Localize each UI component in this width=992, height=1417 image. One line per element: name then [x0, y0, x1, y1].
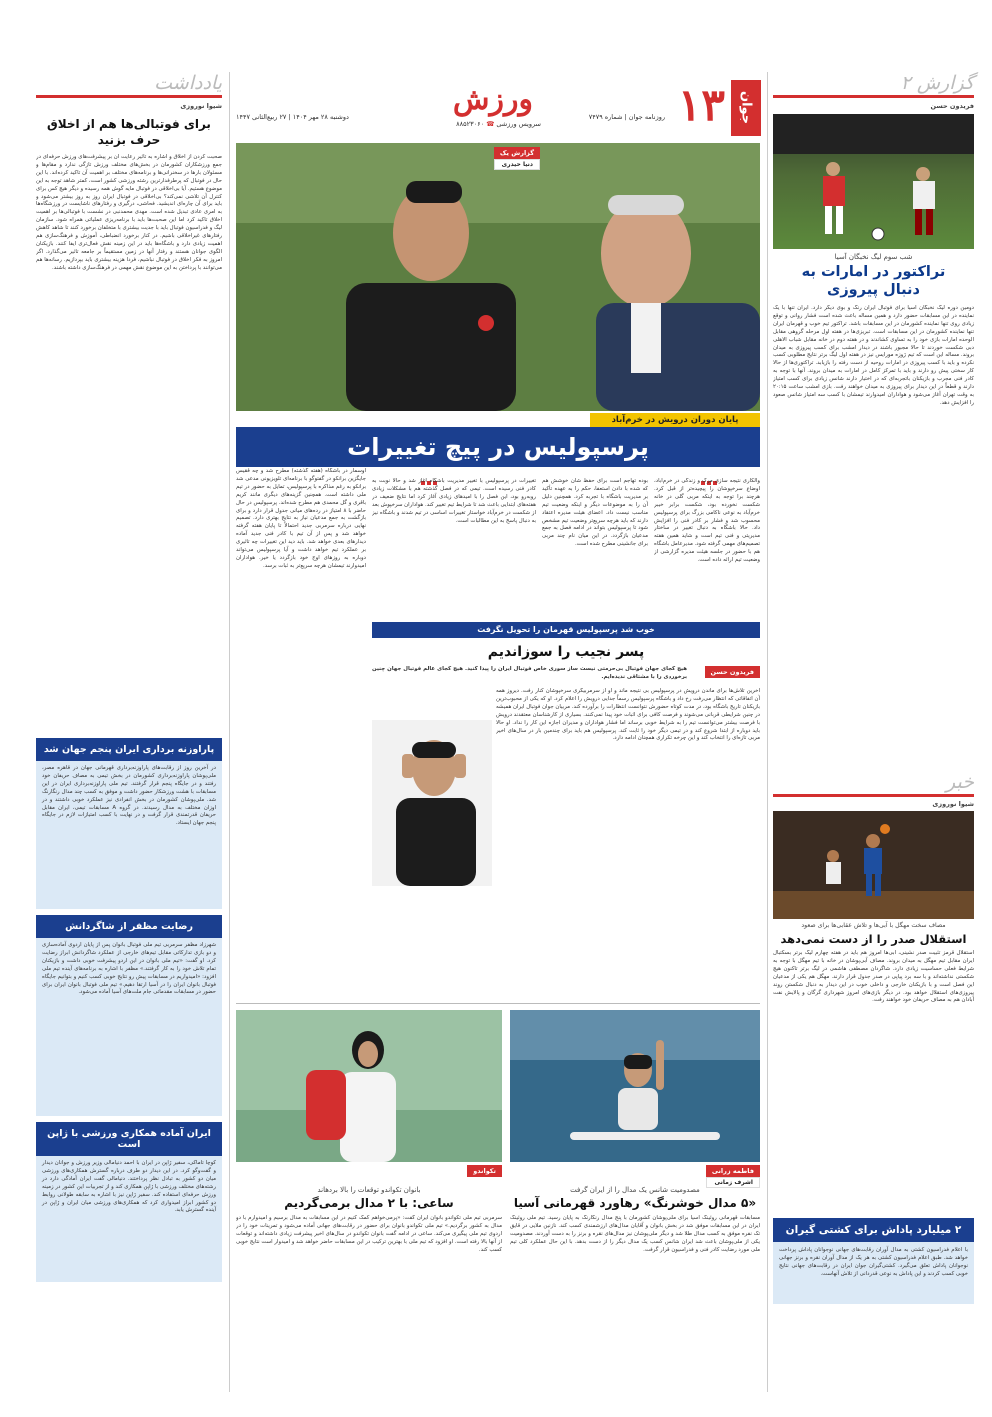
- lead-tag-label: گزارش یک: [494, 147, 540, 159]
- mid-tag: [705, 666, 761, 678]
- left-body: صحبت کردن از اخلاق و اشاره به تأثیر رعایت آن بر پیشرفت‌های ورزش حرفه‌ای در جمع ورزشکاران کشورمان در بخش‌های مختلف ورزش تازگی ندارد و مقام‌ها و مسئولان بارها در سخنرانی‌ها و برنامه‌های مختلف بر اهمیت آن تاکید کرده‌اند. با این حال در فوتبال که پرطرفدارترین رشته ورزشی کشور است، کمتر شاهد توجه به این موضوع هستیم. آیا بی‌اخلاقی در فوتبال مایه گوش همه رسیده و دیگر هیچ کس برای کنترل آن تلاشی نمی‌کند؟ بی‌اخلاقی در فوتبال ایران روز به روز بیشتر می‌شود و باید برای آن چاره‌ای اندیشید. فحاشی، درگیری و رفتارهای ناشایست در ورزشگاه‌ها به امری عادی تبدیل شده است. مهدی محمدنبی در نشست با فوتبالی‌ها بر اهمیت اخلاق تاکید کرد اما این صحبت‌ها باید با برنامه‌ریزی عملیاتی همراه شود. سازمان لیگ و فدراسیون فوتبال باید با جدیت بیشتری با متخلفان برخورد کنند تا شاهد کاهش رفتارهای غیراخلاقی باشیم. در کنار برخورد انضباطی، آموزش و فرهنگ‌سازی هم اهمیت زیادی دارد و باشگاه‌ها باید در این زمینه نقش فعال‌تری ایفا کنند. بازیکنان الگوی جوانان هستند و رفتار آنها در زمین مستقیماً بر جامعه تاثیر می‌گذارد. اگر امروز به فکر اخلاق در فوتبال نباشیم، فردا هزینه بیشتری باید بپردازیم. رسانه‌ها هم می‌توانند با پرداختن به این موضوع نقش مهمی در فرهنگ‌سازی داشته باشند.: [36, 154, 222, 271]
- masthead: [236, 80, 761, 136]
- mid-lead: هیچ کجای جهان فوتبال بی‌حرمتی نیست ساز سوری خاص فوتبال ایران را پیدا کنید. هیچ کجای عالم فوتبال جهان چنین برخوردی را با مشتاقی ندیده‌ایم.: [372, 666, 687, 680]
- left-headline: برای فوتبالی‌ها هم از اخلاق حرف بزنید: [47, 117, 211, 147]
- rowing-tag-author: اشرف زمانی: [706, 1177, 760, 1188]
- taekwondo-photo: [236, 1010, 502, 1162]
- section-title-note: یادداشت: [36, 72, 222, 98]
- section-title-report2: گزارش ۲: [773, 72, 974, 98]
- left-column: [36, 72, 222, 1392]
- basketball-photo: [773, 811, 974, 919]
- rowing-tag: [706, 1165, 760, 1188]
- left-author: شیوا نوروزی: [180, 102, 222, 110]
- right-headline2: استقلال صدر را از دست نمی‌دهد: [780, 932, 967, 946]
- rowing-kicker: مصدومیت شانس یک مدال را از ایران گرفت: [570, 1186, 700, 1194]
- service-label: سرویس ورزشی: [496, 120, 541, 128]
- lead-photo-image: [236, 143, 760, 411]
- service-line: [456, 120, 541, 128]
- lead-kicker: پایان دوران درویش در خرم‌آباد: [590, 413, 760, 427]
- section-name: ورزش: [452, 82, 533, 117]
- mid-box-title-bar: [372, 622, 760, 638]
- right-column: [773, 72, 974, 1392]
- mid-tag-label: فریدون حسن: [705, 666, 761, 678]
- mid-box-title: خوب شد پرسپولیس قهرمان را تحویل نگرفت: [477, 625, 655, 634]
- divider-right: [767, 72, 768, 1392]
- right-caption2: مصاف سخت مهگل با آبی‌ها و تلاش عقابی‌ها برای صعود: [801, 922, 946, 929]
- right-author2: شیوا نوروزی: [932, 800, 974, 808]
- service-phone: ۸۸۵۲۳۰۶۰: [456, 120, 485, 128]
- lead-tag: [494, 147, 540, 170]
- taekwondo-image: [236, 1010, 502, 1162]
- taekwondo-tag: [467, 1165, 502, 1177]
- date: دوشنبه ۲۸ مهر ۱۴۰۴ | ۲۷ ربیع‌الثانی ۱۴۴۷: [236, 113, 349, 121]
- right-body2: استقلال قرمز تثبیت صدر نشینی، آبی‌ها امروز هم باید در هفته چهارم لیگ برتر بسکتبال ایران مقابل تیم مهگل به میدان بروند. مصاف آبی‌پوشان در خانه با تیم مهگل با توجه به شرایط فعلی حساسیت زیادی دارد. شاگردان مصطفی هاشمی در لیگ برتر تاکنون هیچ شکستی نداشته‌اند و با سه برد پیاپی در صدر جدول قرار دارند. مهگل هم یکی از مدعیان این فصل است و با بازیکنان خارجی و داخلی خوب در این دیدار به دنبال شکستن روند پیروزی‌های استقلال خواهد بود. در دیگر بازی‌های امروز شهرداری گرگان و پالایش نفت آبادان هم به مصاف حریفان خود خواهند رفت.: [773, 950, 974, 1004]
- lead-headline-bar: [236, 427, 760, 467]
- page-number: ۱۳: [677, 80, 725, 131]
- wrestling-box-body: با اعلام فدراسیون کشتی به مدال آوران رقابت‌های جهانی نوجوانان پاداش پرداخت خواهد شد. طبق اعلام فدراسیون کشتی به هر یک از مدال آوران نقره و برنز جهانی نوجوانان پاداش تعلق می‌گیرد. کشتی‌گیران جوان ایران در رقابت‌های جهانی نتایج خوبی کسب کردند و این پاداش به نوعی قدردانی از تلاش آنهاست.: [779, 1247, 968, 1277]
- taekwondo-headline: ساعی: با ۲ مدال برمی‌گردیم: [284, 1196, 454, 1210]
- lead-photo: [236, 143, 760, 411]
- right-body: دومین دوره لیگ نخبگان آسیا برای فوتبال ایران رنگ و بوی دیگر دارد. ایران تنها با یک نماینده در این مسابقات حضور دارد و همین مساله باعث شده است فشار روانی و توقع زیادی روی تنها نماینده کشورمان در این مسابقات باشد. تراکتور تیم خوب و قهرمان ایران تنها نماینده کشورمان در این مسابقات است. تبریزی‌ها در هفته اول مرحله گروهی مقابل الوحده امارات بازی خود را به تساوی کشاندند و در هفته دوم در خانه مقابل شباب الاهلی دبی شکست خوردند تا حالا مجبور باشند در دیدار امشب برای کسب پیروزی به میدان بروند. مساله این است که تیم ژوزه مورایس نیز در هفته اول لیگ برتر نتایج مطلوبی کسب نکرده و باید با کسب پیروزی در امارات روحیه از دست رفته را بازیابد. تراکتوری‌ها از حالا کار سختی پیش رو دارند و باید با تمرکز کامل در امارات به میدان بروند. آنها با توجه به کادر فنی مجرب و بازیکنان باتجربه‌ای که در اختیار دارند شانس زیادی برای کسب امتیاز دارند و قطعاً در این دیدار برای پیروزی به میدان خواهند رفت. بازی امشب ساعت ۲۰:۱۵ به وقت تهران آغاز می‌شود و هواداران امیدوارند تیمشان با کسب سه امتیاز شانس صعود را افزایش دهد.: [773, 305, 974, 406]
- wrestling-box-title: ۲ میلیارد پاداش برای کشتی گیران: [773, 1218, 974, 1242]
- japan-box-title: ایران آماده همکاری ورزشی با ژاپن است: [36, 1122, 222, 1156]
- mozaffar-box-body: شهرزاد مظفر سرمربی تیم ملی فوتبال بانوان پس از پایان اردوی آماده‌سازی و دو بازی تدارکاتی مقابل تیم‌های خارجی از عملکرد شاگردانش ابراز رضایت کرد. او گفت: «تیم ملی بانوان در این اردو پیشرفت خوبی داشت و بازیکنان تمام تلاش خود را به کار گرفتند.» مظفر با اشاره به برنامه‌های آینده تیم ملی افزود: «امیدواریم در مسابقات پیش رو نتایج خوبی کسب کنیم و بتوانیم جایگاه فوتبال بانوان ایران را در آسیا ارتقا دهیم.» تیم ملی فوتبال بانوان ایران برای حضور در مسابقات مقدماتی جام ملت‌های آسیا آماده می‌شود.: [42, 942, 216, 996]
- divider-mid: [236, 1003, 760, 1004]
- lead-body-col3: تغییرات در پرسپولیس با تغییر مدیریت باشگاه آغاز شد و حالا نوبت به کادر فنی رسیده است. تیمی که در فصل گذشته هم با مشکلات زیادی روبه‌رو بود، این فصل را با امیدهای زیادی آغاز کرد اما نتایج ضعیف در هفته‌های ابتدایی باعث شد تا شرایط تیم تغییر کند. هواداران سرخپوش بعد از شکست در خرم‌آباد خواستار تغییرات اساسی در تیم شدند و باشگاه نیز به دنبال پاسخ به این مطالبات است.: [372, 478, 536, 524]
- mid-headline: پسر نجیب را سوزاندیم: [487, 644, 645, 660]
- football-photo: [773, 114, 974, 249]
- lead-body-col4: اوسمار در باشگاه (هفته گذشته) مطرح شد و چه ققیس جایگزین برانکو در گفتوگو با برنامه‌ای تلویزیونی مدعی شد برانکو به رغم مذاکره با پرسپولیس، تمایل به حضور در تیم ملی داشته است. همچنین گزینه‌های دیگری مانند کریم باقری و گل محمدی هم مطرح شده‌اند. پرسپولیس در حال حاضر با ۸ امتیاز در رده‌های میانی جدول قرار دارد و برای بازگشت به جمع مدعیان نیاز به نتایج بهتری دارد. تصمیم نهایی درباره سرمربی جدید احتمالاً تا پایان هفته گرفته خواهد شد و پس از آن تیم با کادر فنی جدید آماده دیدارهای بعدی خواهد شد. باید دید این تغییرات چه تاثیری بر عملکرد تیم خواهد داشت و آیا پرسپولیس می‌تواند دوباره به روزهای اوج خود بازگردد یا خیر. هواداران امیدوارند تیمشان هرچه سریع‌تر به ثبات برسد.: [236, 468, 366, 569]
- mid-body: آخرین تلاش‌ها برای ماندن درویش در پرسپولیس بی نتیجه ماند و او از سرمربیگری سرخپوشان کنار رفت. دیروز همه آن اتفاقاتی که انتظار می‌رفت رخ داد و باشگاه پرسپولیس رسماً جدایی درویش را اعلام کرد. او که یکی از محبوب‌ترین بازیکنان تاریخ باشگاه بود، در مدت کوتاه حضورش نتوانست انتظارات را برآورده کند. مربیان جوان فوتبال ایران همیشه در چنین شرایطی قربانی می‌شوند و فرصت کافی برای اثبات خود پیدا نمی‌کنند. بسیاری از کارشناسان معتقدند درویش با فرصت بیشتر می‌توانست تیم را به شرایط خوبی برساند اما فشار هواداران و مدیران اجازه این کار را نداد. او حالا باید دوباره از ابتدا شروع کند و در تیمی دیگر خود را ثابت کند. پرسپولیس هم باید برای چندمین بار در سال‌های اخیر مربی تازه‌ای را انتخاب کند و این چرخه تکراری همچنان ادامه دارد.: [496, 688, 760, 742]
- para-box-body: در آخرین روز از رقابت‌های پاراوزنه‌برداری قهرمانی جهان در قاهره مصر، ملی‌پوشان پاراوزنه‌برداری کشورمان در بخش تیمی به مصاف حریفان خود رفتند و در جایگاه پنجم قرار گرفتند. تیم ملی پاراوزنه‌برداری ایران در این مسابقات با هشت ورزشکار حضور داشت و موفق به کسب چند مدال رنگارنگ شد. ملی‌پوشان کشورمان در بخش انفرادی نیز عملکرد خوبی داشتند و در اوزان مختلف به مدال رسیدند. در گروه A مسابقات تیمی، ایران مقابل حریفان قدرتمندی قرار گرفت و در نهایت با کسب امتیازات لازم در جایگاه پنجم جهان ایستاد.: [42, 765, 216, 827]
- rowing-headline: «۵ مدال خوشرنگ» رهاورد قهرمانی آسیا: [513, 1196, 757, 1210]
- lead-body-col2: بوده تهاجم است برای حفظ شأن خوشش هم که شده با دادن استعفا، حکم را به عهده تأکید بر مدیریت باشگاه با تجربه کرد. همچنین دلیل آن را به موضوعات دیگر و اینکه وضعیت تیم مناسب نیست داد. اعضای هیئت مدیره اعتقاد دارند که باید هرچه سریع‌تر وضعیت تیم مشخص شود تا پرسپولیس بتواند در ادامه فصل به جمع مدعیان بازگردد. در این میان نام چند مربی برای جانشینی مطرح شده است.: [542, 478, 648, 548]
- section-title-news: خبر: [773, 771, 974, 797]
- mid-story-box: [372, 622, 760, 998]
- mozaffar-box: [36, 915, 222, 1116]
- right-kicker: شب سوم لیگ نخبگان آسیا: [834, 253, 913, 261]
- rowing-story: [510, 1010, 760, 1385]
- japan-box-body: کوچا تاماکی، سفیر ژاپن در ایران با احمد دنیامالی وزیر ورزش و جوانان دیدار و گفت‌وگو کرد. در این دیدار دو طرف درباره گسترش همکاری‌های ورزشی میان دو کشور به تبادل نظر پرداختند. دنیامالی گفت ایران آمادگی دارد در رشته‌های مختلف ورزشی با ژاپن همکاری کند و از تجربیات این کشور در زمینه ورزش حرفه‌ای استفاده کند. سفیر ژاپن نیز با اشاره به سابقه طولانی روابط دو کشور ابراز امیدواری کرد که همکاری‌های ورزشی میان ایران و ژاپن در آینده گسترش یابد.: [42, 1160, 216, 1214]
- taekwondo-tag-label: تکواندو: [467, 1165, 502, 1177]
- lead-tag-author: دنیا حیدری: [494, 159, 540, 170]
- rowing-image: [510, 1010, 760, 1162]
- coach-photo: [372, 720, 492, 886]
- wrestling-bonus-box: [773, 1218, 974, 1304]
- taekwondo-kicker: بانوان تکواندو توقعات را بالا بردهاند: [317, 1186, 421, 1194]
- rowing-tag-label: فاطمه زرانی: [706, 1165, 760, 1177]
- taekwondo-body: سرمربی تیم ملی تکواندو بانوان ایران گفت: «پرمی‌خواهم کمک کنیم در این مسابقات به مدال برسیم و امیدوارم با دو مدال به کشور برگردیم.» تیم ملی تکواندو بانوان برای حضور در رقابت‌های جهانی آماده می‌شود و تمرینات خود را در اردوی تیم ملی پیگیری می‌کند. ساعی در ادامه گفت بانوان تکواندو در سال‌های اخیر پیشرفت زیادی داشته‌اند و توقعات از آنها بالا رفته است. او افزود که تیم ملی با بهترین ترکیب در این مسابقات حاضر خواهد شد و امیدوار است نتایج خوبی کسب کند.: [236, 1215, 502, 1253]
- rowing-body: مسابقات قهرمانی روئینگ آسیا برای ملی‌پوشان کشورمان با پنج مدال رنگارنگ به پایان رسید. تیم ملی روئینگ ایران در این مسابقات موفق شد در بخش بانوان و آقایان مدال‌های ارزشمندی کسب کند. نازنین ملایی در قایق تک نفره موفق به کسب مدال طلا شد و دیگر ملی‌پوشان نیز مدال‌های نقره و برنز را به دست آوردند. مصدومیت یکی از ملی‌پوشان باعث شد ایران شانس کسب یک مدال دیگر را از دست بدهد. با این حال عملکرد کلی تیم ملی مورد رضایت کادر فنی و فدراسیون قرار گرفت.: [510, 1215, 760, 1253]
- japan-box: [36, 1122, 222, 1282]
- coach-image: [372, 720, 492, 886]
- logo: [731, 80, 761, 136]
- right-author: فریدون حسن: [930, 102, 974, 110]
- football-players-image: [773, 114, 974, 249]
- edition: روزنامه جوان | شماره ۷۴۷۹: [588, 113, 665, 121]
- taekwondo-story: [236, 1010, 502, 1385]
- lead-headline: پرسپولیس در پیچ تغییرات: [347, 433, 649, 461]
- logo-text: جوان: [738, 91, 754, 125]
- para-weightlifting-box: [36, 738, 222, 909]
- divider-left: [229, 72, 230, 1392]
- rowing-photo: [510, 1010, 760, 1162]
- right-headline: تراکتور در امارات به دنبال پیروزی: [801, 264, 946, 298]
- basketball-image: [773, 811, 974, 919]
- mozaffar-box-title: رضایت مظفر از شاگردانش: [36, 915, 222, 938]
- phone-icon: ☎: [486, 120, 495, 128]
- para-box-title: پاراوزنه برداری ایران پنجم جهان شد: [36, 738, 222, 761]
- lead-body-col1: والکاری نتیجه سازی مرگ و زندگی در خرم‌آباد، اوضاع سرخپوشان را پیچیده‌تر از قبل کرد. هرچند برا توجه به اینکه مربی گلی در خانه شکست نخورده بود، شکست برابر خیبر خرم‌آباد به نوعی ناکامی بزرگ برای پرسپولیس محسوب شد و فشار بر کادر فنی را افزایش داد. حالا باشگاه به دنبال تغییر در ساختار مدیریتی و فنی تیم است و شاید همین هفته تصمیم‌های مهمی گرفته شود. مدیرعامل باشگاه هم با حضور در جلسه هیئت مدیره گزارشی از وضعیت تیم ارائه داده است.: [654, 478, 760, 564]
